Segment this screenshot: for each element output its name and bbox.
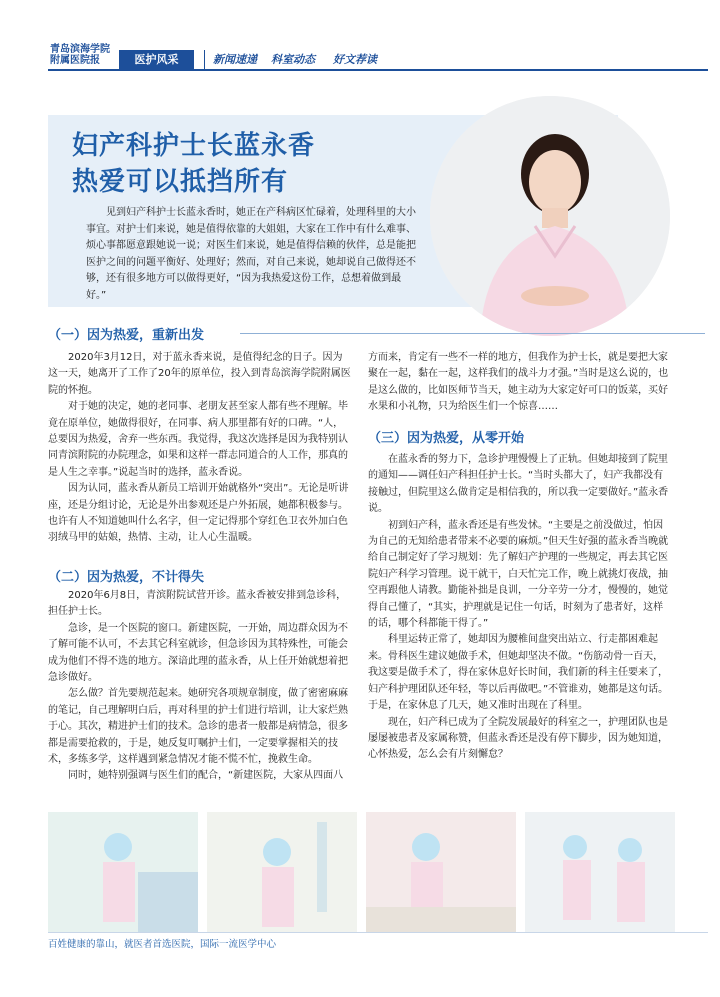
section-heading-3: （三）因为热爱，从零开始	[368, 431, 525, 446]
masthead	[50, 44, 112, 66]
paragraph: 同时，她特别强调与医生们的配合，“新建医院，大家从四面八	[68, 770, 344, 782]
photo-4	[525, 812, 675, 932]
footer-rule	[48, 932, 708, 933]
title-line2: 热爱可以抵挡所有	[72, 167, 289, 197]
photo-1	[48, 812, 198, 932]
masthead-line2: 附属医院报	[50, 55, 100, 66]
photo-3	[366, 812, 516, 932]
paragraph: 初到妇产科，蓝永香还是有些发怵。“主要是之前没做过，怕因为自己的无知给患者带来不必要的麻烦。”但天生好强的蓝永香当晚就给自己制定好了学习规划：先了解妇产护理的一些规定，再去其它医院妇产科学习管理。说干就干，白天忙完工作，晚上就挑灯夜战，抽空再跟他人请教。勤能补拙是良训，一分辛劳一分才，慢慢的，她觉得自己懂了，“其实，护理就是记住一句话，时刻为了患者好，这样的话，哪个科都能干得了。”	[368, 519, 669, 630]
article-title	[72, 128, 315, 200]
paragraph: 因为认同，蓝永香从新员工培训开始就格外“突出”。无论是听讲座，还是分组讨论，无论是外出参观还是户外拓展，她都积极参与。也许有人不知道她叫什么名字，但一定记得那个穿红色卫衣外加白色羽绒马甲的姑娘，热情、主动，让人心生温暖。	[48, 483, 349, 544]
nav-news[interactable]: 新闻速递	[213, 53, 257, 66]
paragraph: 2020年6月8日，青滨附院试营开诊。蓝永香被安排到急诊科，担任护士长。	[48, 590, 347, 618]
article-intro: 见到妇产科护士长蓝永香时，她正在产科病区忙碌着，处理科里的大小事宜。对护士们来说，她是值得依靠的大姐姐，大家在工作中有什么难事、烦心事都愿意跟她说一说；对医生们来说，她是值得信赖的伙伴，总是能把医护之间的问题平衡好、处理好；然而，对自己来说，她却说自己做得还不够，还有很多地方可以做得更好，“因为我热爱这份工作，总想着做到最好。”	[86, 207, 416, 301]
paragraph: 2020年3月12日，对于蓝永香来说，是值得纪念的日子。因为这一天，她离开了工作了20年的原单位，投入到青岛滨海学院附属医院的怀抱。	[48, 352, 351, 396]
nav-dept[interactable]: 科室动态	[271, 53, 315, 66]
photo-2	[207, 812, 357, 932]
paragraph: 科里运转正常了，她却因为腰椎间盘突出站立、行走都困难起来。骨科医生建议她做手术，但她却坚决不做。“伤筋动骨一百天，我这要是做手术了，得在家休息好长时间，我们新的科主任要来了，妇产科护理团队还年轻，等以后再做吧。”不管谁劝，她都是这句话。于是，在家休息了几天，她又准时出现在了科里。	[368, 634, 669, 712]
column-right	[368, 350, 672, 416]
column-right-2	[368, 452, 672, 764]
paragraph: 急诊，是一个医院的窗口。新建医院，一开始，周边群众因为不了解可能不认可，不去其它科室就诊，但急诊因为其特殊性，可能会成为他们不得不选的地方。深谙此理的蓝永香，从上任开始就想着把急诊做好。	[48, 622, 348, 684]
column-left	[48, 350, 352, 547]
section-tab[interactable]: 医护风采	[119, 50, 194, 69]
section-rule-1	[240, 333, 705, 334]
nav-articles[interactable]: 好文荐读	[333, 53, 377, 66]
paragraph: 现在，妇产科已成为了全院发展最好的科室之一，护理团队也是屡屡被患者及家属称赞，但蓝永香还是没有停下脚步，因为她知道，心怀热爱，怎么会有片刻懈怠？	[368, 716, 668, 761]
masthead-line1: 青岛滨海学院	[50, 44, 110, 55]
footer-slogan: 百姓健康的靠山，就医者首选医院，国际一流医学中心	[48, 939, 277, 950]
paragraph: 对于她的决定，她的老同事、老朋友甚至家人都有些不理解。毕竟在原单位，她做得很好，在同事、病人那里都有好的口碑。“人，总要因为热爱，舍弃一些东西。我觉得，我这次选择是因为我特别认同青滨附院的办院理念，如果和这样一群志同道合的人工作，那真的是人生之幸事。”说起当时的选择，蓝永香说。	[48, 401, 348, 478]
column-left-2	[48, 588, 352, 785]
paragraph: 怎么做？首先要规范起来。她研究各项规章制度，做了密密麻麻的笔记，自己理解明白后，再对科里的护士们进行培训，让大家烂熟于心。其次，精进护士们的技术。急诊的患者一般都是病情急，很多都是需要抢救的，于是，她反复叮嘱护士们，一定要掌握相关的技术，多练多学，这样遇到紧急情况才能不慌不忙，挽救生命。	[48, 688, 348, 766]
title-line1: 妇产科护士长蓝永香	[72, 131, 316, 161]
portrait-photo	[430, 96, 670, 336]
paragraph: 在蓝永香的努力下，急诊护理慢慢上了正轨。但她却接到了院里的通知——调任妇产科担任护士长。“当时头都大了，妇产我都没有接触过，但院里这么做肯定是相信我的，所以我一定要做好。”蓝永香说。	[368, 454, 669, 515]
paragraph: 方而来，肯定有一些不一样的地方，但我作为护士长，就是要把大家聚在一起，黏在一起，这样我们的战斗力才强。”当时是这么说的，也是这么做的，比如医师节当天，她主动为大家定好可口的饭菜，买好水果和小礼物，只为给医生们一个惊喜……	[368, 352, 669, 413]
masthead-rule	[48, 69, 708, 71]
tab-separator	[204, 50, 205, 69]
section-heading-2: （二）因为热爱，不计得失	[48, 570, 205, 585]
section-heading-1: （一）因为热爱，重新出发	[48, 328, 205, 343]
